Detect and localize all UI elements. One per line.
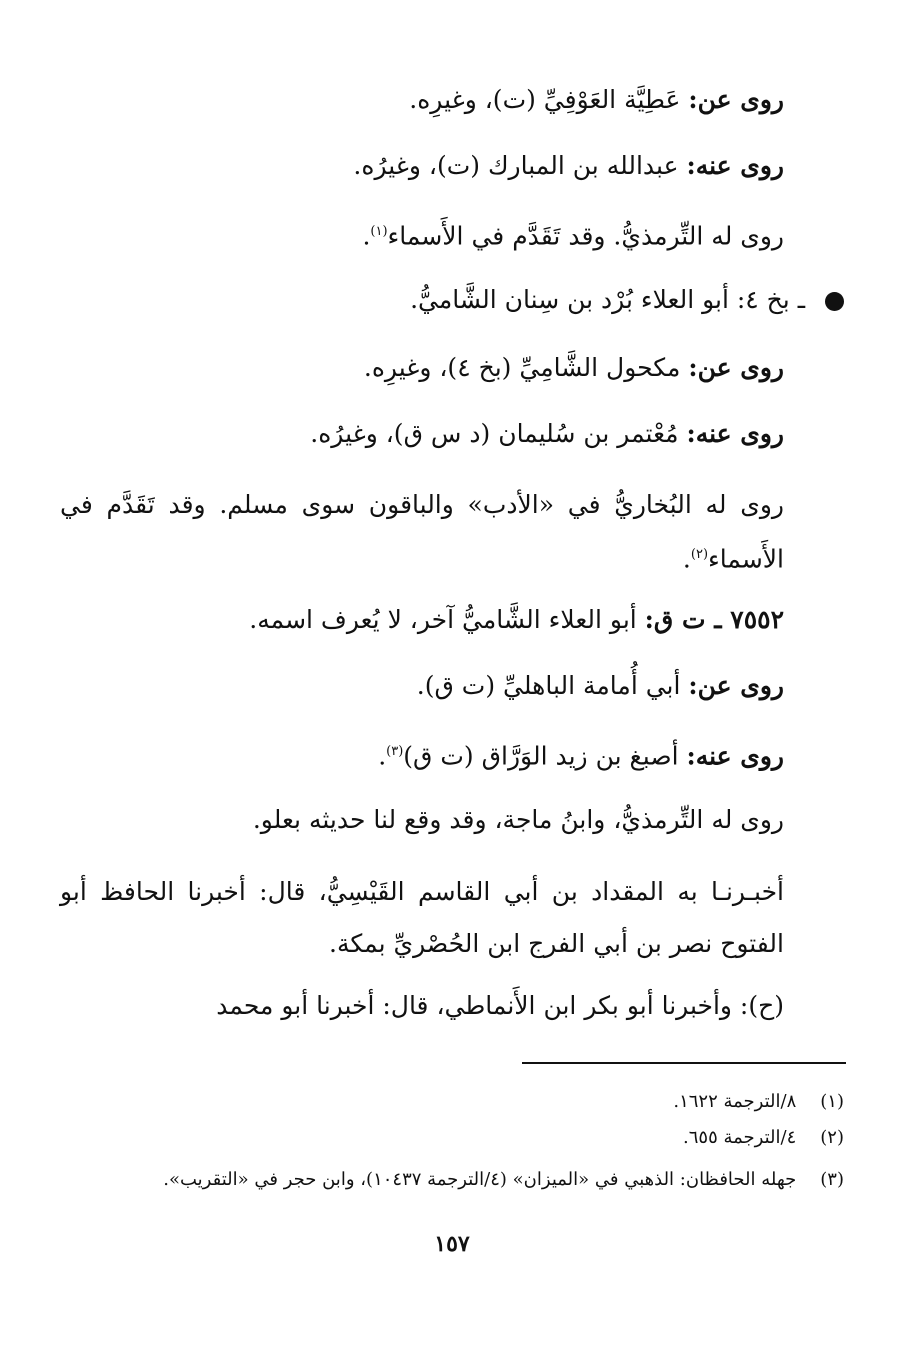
line-text: روى له التِّرمذيُّ، وابنُ ماجة، وقد وقع لنا حديثه بعلو. [252,805,784,834]
footnote-number: (٢) [820,1127,844,1148]
footnote-text: ٨/الترجمة ١٦٢٢. [673,1091,797,1112]
line-label: روى عنه: [686,741,784,771]
text-paragraph [60,480,784,584]
entry-heading [60,600,784,640]
footnote-number: (١) [820,1091,844,1112]
line-text: مُعْتمر بن سُليمان (د س ق)، وغيرُه. [310,419,679,448]
entry-number: ٧٥٥٢ ـ ت ق: [644,605,784,634]
line-text: مكحول الشَّامِيِّ (بخ ٤)، وغيرِه. [363,353,681,382]
text-line [60,146,784,186]
line-text: روى له البُخاريُّ في «الأدب» والباقون سوى مسلم. وقد تَقَدَّم في الأَسماء [60,490,784,574]
line-text: (ح): وأخبرنا أبو بكر ابن الأَنماطي، قال: أخبرنا أبو محمد [216,991,784,1020]
line-end: . [682,544,691,574]
footnote-text: ٤/الترجمة ٦٥٥. [683,1127,797,1148]
text-line [60,800,784,840]
line-text: أبو العلاء الشَّاميُّ آخر، لا يُعرف اسمه. [249,605,637,634]
line-label: روى عنه: [686,151,784,180]
text-line [60,732,784,776]
page-number: ١٥٧ [434,1231,470,1257]
text-paragraph [60,866,784,970]
line-text: ـ بخ ٤: أبو العلاء بُرْد بن سِنان الشَّاميُّ. [410,285,806,314]
line-text: عبدالله بن المبارك (ت)، وغيرُه. [353,151,679,180]
line-end: . [362,221,371,251]
line-text: عَطِيَّة العَوْفِيِّ (ت)، وغيرِه. [409,85,681,114]
line-label: روى عن: [688,671,784,700]
line-text: أبي أُمامة الباهليِّ (ت ق). [416,671,681,700]
footnote [60,1120,844,1156]
line-text: أصبغ بن زيد الوَرَّاق (ت ق) [403,741,679,771]
footnote-ref: (٣) [386,744,404,759]
line-text: روى له التِّرمذيُّ. وقد تَقَدَّم في الأَسماء [387,221,784,251]
text-line [60,666,784,706]
text-line [60,348,784,388]
line-end: . [378,741,387,771]
footnote-separator [522,1062,846,1064]
footnote-ref: (٢) [690,547,709,562]
line-label: روى عن: [688,353,784,382]
footnote [60,1084,844,1120]
line-label: روى عن: [688,85,784,114]
footnote [60,1158,844,1202]
footnote-ref: (١) [370,224,388,239]
bullet-icon [825,292,844,311]
line-label: روى عنه: [686,419,784,448]
line-text: أخبـرنـا به المقداد بن أبي القاسم القَيْسِيُّ، قال: أخبرنا الحافظ أبو الفتوح نصر بن أبي الفرج ابن الحُصْريِّ بمكة. [60,877,784,958]
footnote-text: جهله الحافظان: الذهبي في «الميزان» (٤/الترجمة ١٠٤٣٧)، وابن حجر في «التقريب». [163,1169,797,1190]
text-line [60,212,784,256]
entry-heading [60,280,844,320]
text-line [60,986,784,1026]
text-line [60,80,784,120]
text-line [60,414,784,454]
footnote-number: (٣) [820,1169,844,1190]
